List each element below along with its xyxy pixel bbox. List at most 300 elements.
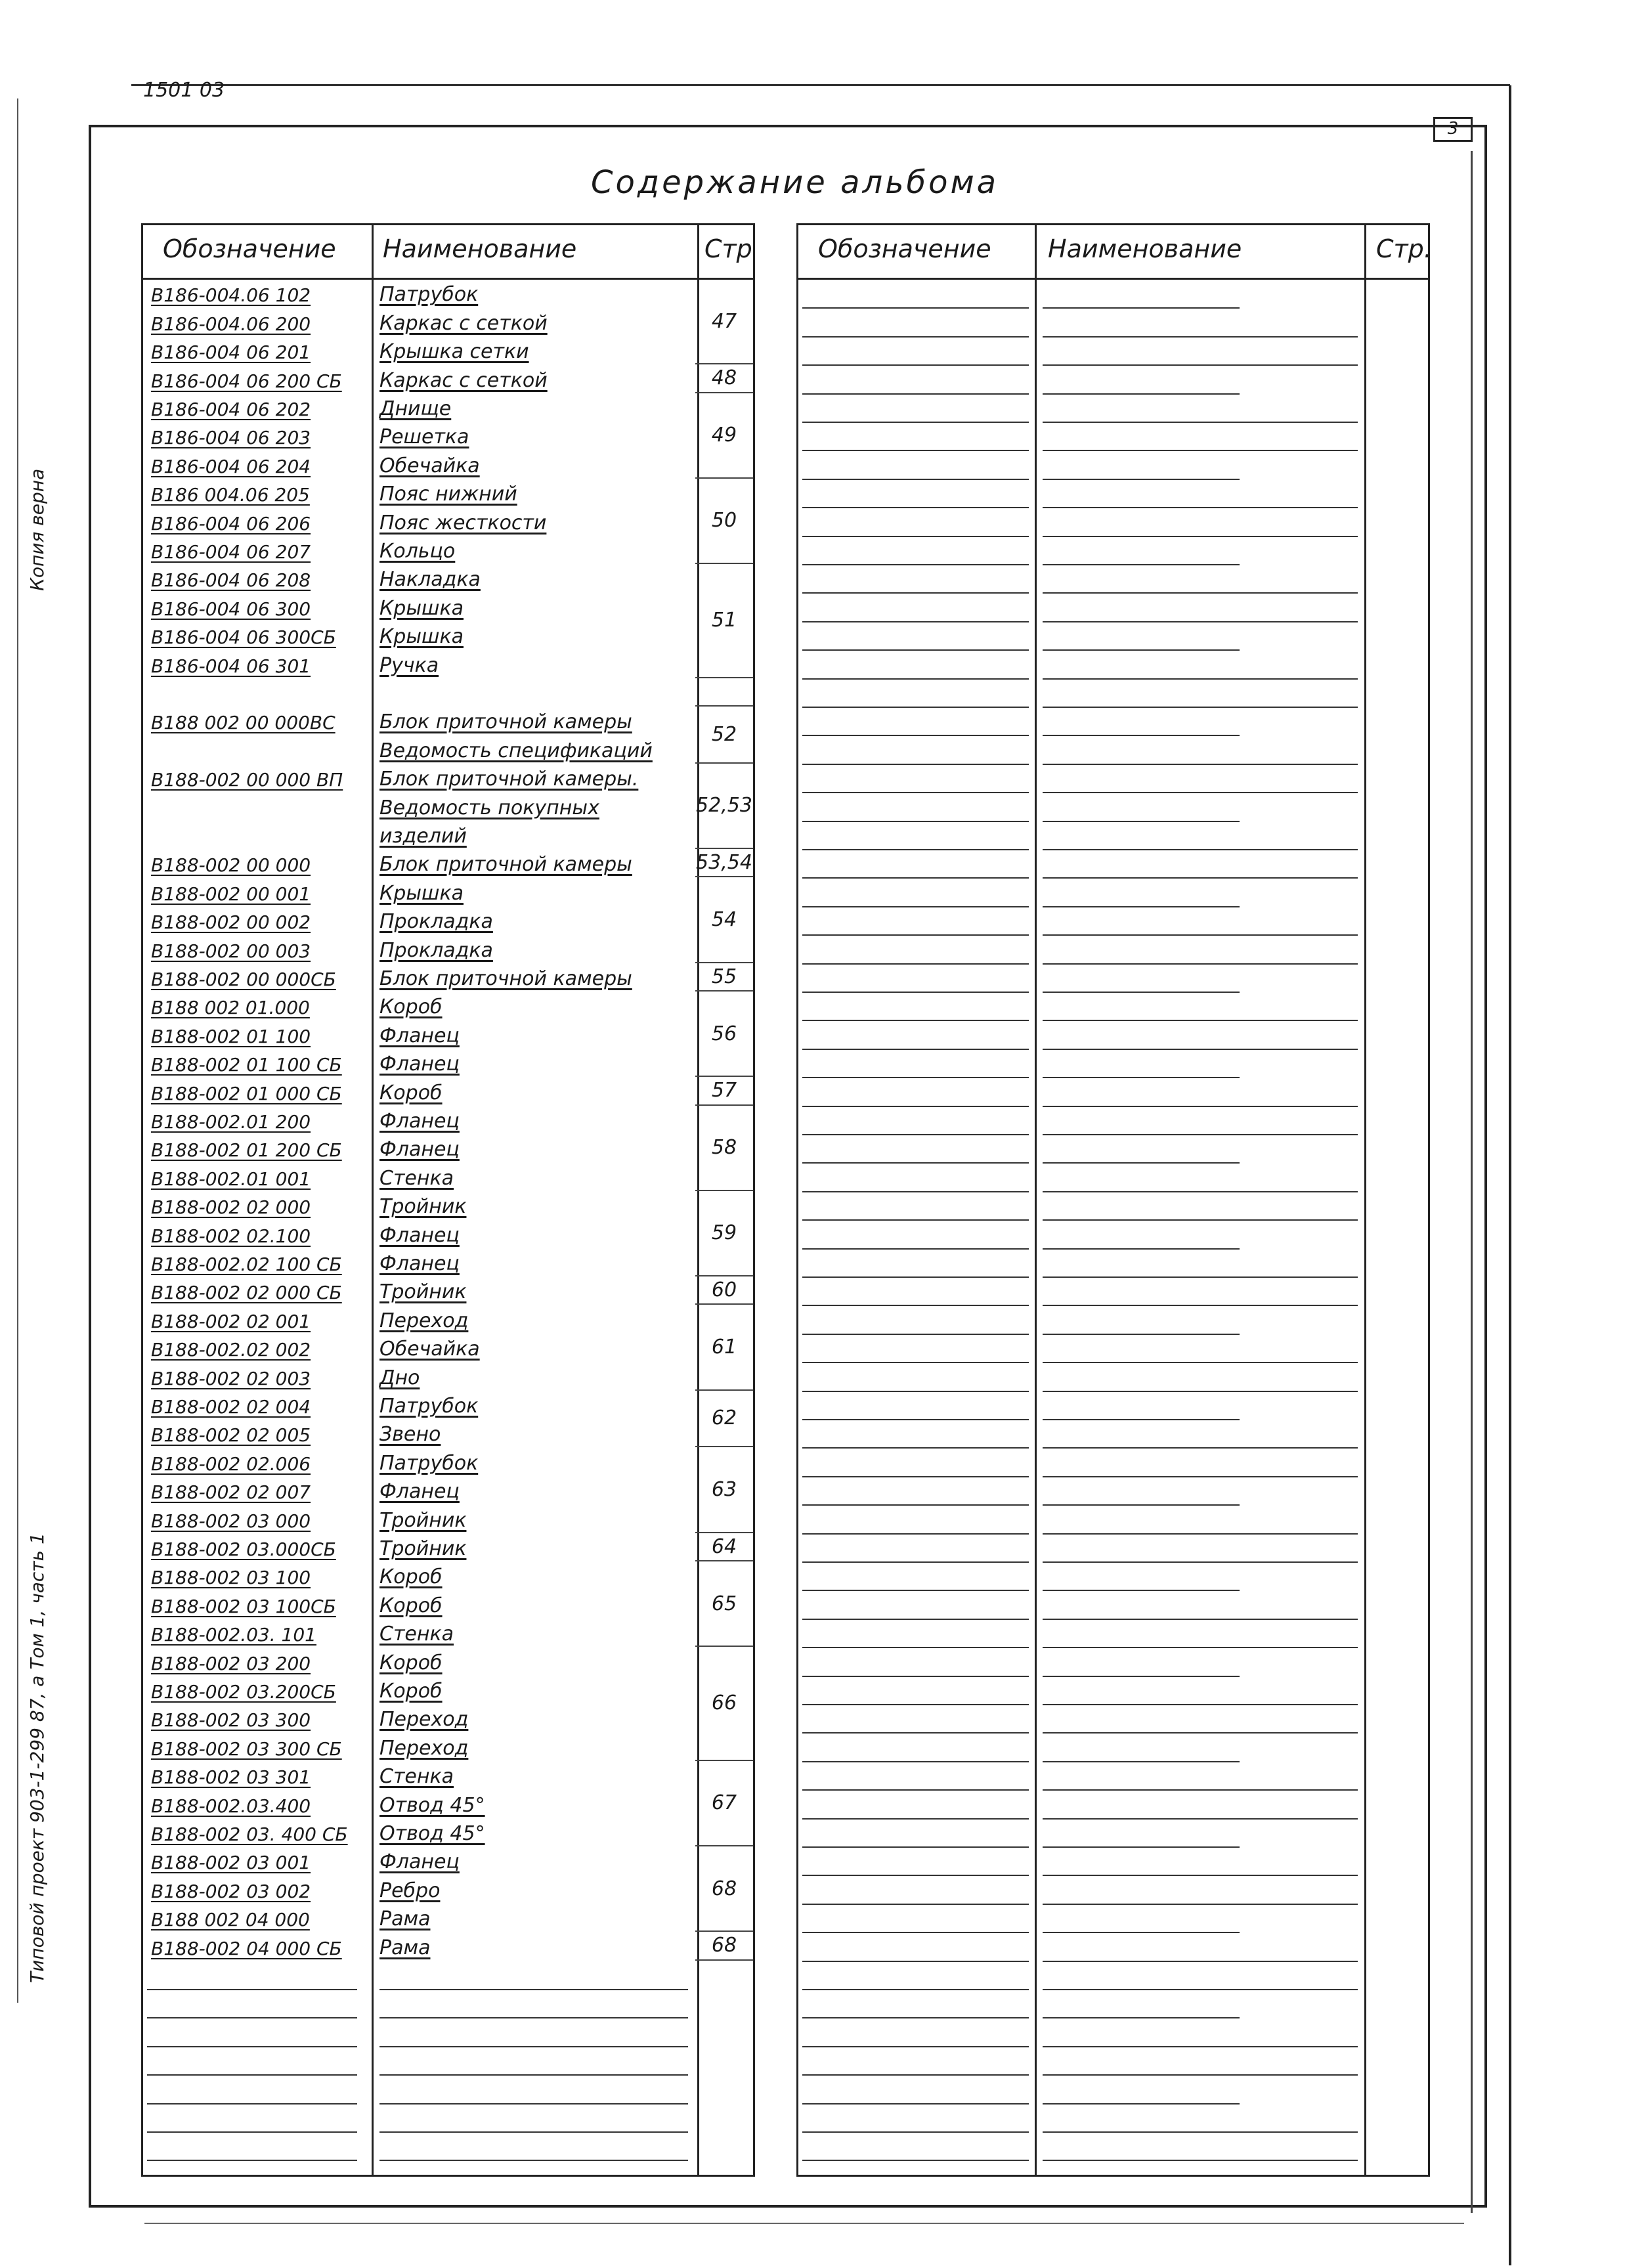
designation-cell: В188-002 03 300 [151, 1709, 311, 1732]
table-row [143, 849, 694, 877]
name-cell: Переход [379, 1309, 469, 1332]
contents-table-right [796, 223, 1430, 2177]
name-cell: Фланец [379, 1223, 460, 1247]
blank-rule [379, 2160, 688, 2161]
blank-rule [802, 1961, 1029, 1962]
table-row [143, 1476, 694, 1504]
blank-rule [802, 963, 1029, 965]
bottom-rule [144, 2223, 1464, 2224]
blank-rule [802, 393, 1029, 395]
blank-rule [1043, 2074, 1358, 2076]
blank-rule [1043, 649, 1240, 651]
blank-rule [1043, 1134, 1358, 1135]
blank-rule [802, 1647, 1029, 1648]
name-cell: Прокладка [379, 938, 493, 962]
designation-cell: В188-002 00 002 [151, 911, 311, 934]
blank-rule [1043, 1875, 1358, 1876]
blank-rule [802, 821, 1029, 822]
designation-cell: В186-004 06 208 [151, 569, 311, 592]
name-cell: Короб [379, 1651, 443, 1674]
column-divider [1035, 225, 1037, 2175]
blank-rule [802, 1391, 1029, 1392]
table-row [143, 1248, 694, 1276]
blank-rule [802, 1049, 1029, 1050]
blank-rule [1043, 1362, 1358, 1363]
blank-rule [802, 735, 1029, 736]
blank-rule [1043, 1676, 1240, 1677]
blank-rule [1043, 1533, 1358, 1535]
top-rule [131, 84, 1510, 86]
table-row [143, 1447, 694, 1475]
name-cell: Отвод 45° [379, 1821, 485, 1845]
designation-cell: В186-004 06 202 [151, 398, 311, 420]
blank-rule [802, 1846, 1029, 1848]
designation-cell: В188-002.03.400 [151, 1795, 311, 1817]
designation-cell: В188-002 02 000 СБ [151, 1282, 342, 1304]
designation-cell: В188-002 02.006 [151, 1452, 311, 1475]
blank-rule [1043, 1704, 1358, 1705]
name-cell: Короб [379, 1679, 443, 1703]
blank-rule [1043, 2017, 1240, 2018]
blank-rule [802, 1989, 1029, 1990]
name-cell: Фланец [379, 1109, 460, 1133]
blank-rule [1043, 1961, 1358, 1962]
table-row [143, 821, 694, 849]
table-row [143, 1846, 694, 1875]
table-row [143, 1077, 694, 1105]
name-cell: Рама [379, 1908, 431, 1931]
blank-rule [1043, 1504, 1240, 1506]
blank-rule [147, 1989, 357, 1990]
name-cell: Фланец [379, 1024, 460, 1047]
blank-rule [802, 2160, 1029, 2161]
blank-rule [802, 536, 1029, 537]
blank-rule [1043, 1818, 1358, 1820]
blank-rule [1043, 1106, 1358, 1107]
name-cell: Обечайка [379, 1338, 480, 1361]
name-cell: Фланец [379, 1480, 460, 1504]
blank-rule [802, 507, 1029, 508]
blank-rule [802, 2103, 1029, 2104]
table-row [143, 307, 694, 336]
designation-cell: В188-002.03. 101 [151, 1624, 316, 1646]
blank-rule [1043, 934, 1358, 936]
designation-cell: В188-002 01 200 СБ [151, 1139, 342, 1162]
blank-rule [802, 1476, 1029, 1477]
blank-rule [1043, 1391, 1358, 1392]
designation-cell: В186-004 06 300СБ [151, 626, 336, 649]
blank-rule [1043, 1561, 1358, 1563]
name-cell: Крышка [379, 625, 464, 649]
table-row [143, 792, 694, 820]
blank-rule [802, 479, 1029, 480]
designation-cell: В188-002 03 200 [151, 1652, 311, 1674]
blank-rule [802, 364, 1029, 366]
blank-rule [1043, 707, 1358, 708]
blank-rule [1043, 2131, 1358, 2133]
blank-rule [802, 1362, 1029, 1363]
designation-cell: В188-002 00 001 [151, 883, 311, 905]
page-cell: 48 [695, 364, 753, 393]
table-row [143, 507, 694, 535]
name-cell: Фланец [379, 1850, 460, 1874]
table-row [143, 1191, 694, 1219]
blank-rule [802, 1619, 1029, 1620]
page-cell: 66 [695, 1647, 753, 1761]
name-cell: Тройник [379, 1195, 467, 1219]
page-cell: 62 [695, 1391, 753, 1448]
name-cell: Обечайка [379, 454, 480, 477]
table-row [143, 422, 694, 450]
blank-rule [802, 1904, 1029, 1905]
blank-rule [802, 1504, 1029, 1506]
name-cell: Звено [379, 1423, 441, 1447]
blank-rule [1043, 1932, 1240, 1933]
blank-rule [1043, 2160, 1358, 2161]
page-cell: 68 [695, 1932, 753, 1960]
name-cell: Каркас с сеткой [379, 368, 548, 392]
blank-rule [802, 450, 1029, 451]
table-row [143, 393, 694, 422]
blank-rule [1043, 479, 1240, 480]
designation-cell: В188-002 02 000 [151, 1196, 311, 1219]
designation-cell: В188-002.01 200 [151, 1110, 311, 1133]
header-page: Стр [704, 234, 752, 263]
blank-rule [1043, 1447, 1358, 1449]
table-row [143, 1533, 694, 1561]
blank-rule [1043, 849, 1358, 850]
blank-rule [802, 1818, 1029, 1820]
table-header [143, 225, 753, 280]
designation-cell: В188-002 02 003 [151, 1367, 311, 1389]
blank-rule [1043, 592, 1358, 594]
table-row [143, 1419, 694, 1447]
blank-rule [379, 2131, 688, 2133]
name-cell: Фланец [379, 1252, 460, 1275]
table-row [143, 364, 694, 393]
name-cell: Блок приточной камеры. [379, 768, 639, 791]
blank-rule [147, 2046, 357, 2047]
name-cell: Короб [379, 1565, 443, 1589]
document-code: 1501 03 [143, 79, 225, 102]
name-cell: Крышка сетки [379, 340, 529, 364]
page-cell: 52 [695, 707, 753, 764]
name-cell: Переход [379, 1708, 469, 1732]
table-row [143, 1932, 694, 1960]
name-cell: Короб [379, 1594, 443, 1617]
table-row [143, 963, 694, 992]
blank-rule [1043, 364, 1358, 366]
blank-rule [1043, 621, 1358, 622]
blank-rule [802, 2046, 1029, 2047]
blank-rule [1043, 1647, 1358, 1648]
name-cell: Прокладка [379, 910, 493, 934]
table-row [143, 735, 694, 763]
blank-rule [1043, 1732, 1358, 1734]
table-row [143, 934, 694, 963]
designation-cell: В188-002 02 007 [151, 1481, 311, 1504]
blank-rule [802, 1590, 1029, 1591]
blank-rule [802, 2017, 1029, 2018]
blank-rule [802, 934, 1029, 936]
table-row [143, 1904, 694, 1932]
name-cell: Пояс жесткости [379, 511, 547, 534]
page-cell: 55 [695, 963, 753, 992]
table-row [143, 564, 694, 592]
name-cell: Блок приточной камеры [379, 710, 632, 734]
blank-rule [802, 1077, 1029, 1078]
page-cell: 61 [695, 1305, 753, 1390]
designation-cell: В186-004 06 204 [151, 455, 311, 477]
blank-rule [1043, 963, 1358, 965]
name-cell: Рама [379, 1936, 431, 1959]
blank-rule [802, 1447, 1029, 1449]
name-cell: Стенка [379, 1166, 454, 1190]
designation-cell: В188 002 01.000 [151, 997, 310, 1019]
table-row [143, 1305, 694, 1333]
blank-rule [802, 1162, 1029, 1164]
designation-cell: В188-002 02 004 [151, 1395, 311, 1418]
table-row [143, 479, 694, 507]
designation-cell: В188-002 04 000 СБ [151, 1937, 342, 1959]
name-cell: Блок приточной камеры [379, 967, 632, 990]
designation-cell: В188-002 00 003 [151, 940, 311, 962]
blank-rule [1043, 1846, 1240, 1848]
blank-rule [1043, 536, 1358, 537]
table-header [798, 225, 1432, 280]
blank-rule [802, 336, 1029, 338]
designation-cell: В188-002 00 000 [151, 854, 311, 877]
page-cell: 58 [695, 1106, 753, 1191]
name-cell: Патрубок [379, 283, 479, 307]
blank-rule [1043, 821, 1240, 822]
page-cell: 67 [695, 1761, 753, 1846]
blank-rule [1043, 877, 1358, 879]
blank-rule [802, 1875, 1029, 1876]
name-cell: Тройник [379, 1537, 467, 1560]
name-cell: Крышка [379, 596, 464, 620]
blank-rule [802, 678, 1029, 680]
blank-rule [802, 564, 1029, 565]
blank-rule [802, 1761, 1029, 1762]
blank-rule [802, 1704, 1029, 1705]
blank-rule [1043, 1305, 1358, 1306]
blank-rule [1043, 1789, 1358, 1791]
blank-rule [1043, 1419, 1240, 1420]
blank-rule [1043, 336, 1358, 338]
contents-table-left [141, 223, 755, 2177]
page-cell [695, 678, 753, 707]
blank-rule [147, 2074, 357, 2076]
page-cell: 68 [695, 1846, 753, 1932]
blank-rule [379, 2074, 688, 2076]
designation-cell: В188-002.01 001 [151, 1167, 311, 1190]
blank-rule [802, 1134, 1029, 1135]
blank-rule [802, 621, 1029, 622]
blank-rule [802, 307, 1029, 309]
blank-rule [802, 1419, 1029, 1420]
table-row [143, 906, 694, 934]
table-row [143, 279, 694, 307]
blank-rule [802, 1248, 1029, 1250]
table-row [143, 1590, 694, 1618]
blank-rule [1043, 1049, 1358, 1050]
blank-rule [1043, 1476, 1358, 1477]
blank-rule [802, 422, 1029, 423]
designation-cell: В186-004.06 200 [151, 313, 311, 335]
name-cell: Ручка [379, 653, 439, 677]
blank-rule [147, 2017, 357, 2018]
page-cell: 53,54 [695, 849, 753, 877]
page-cell: 49 [695, 393, 753, 479]
table-row [143, 1362, 694, 1390]
blank-rule [1043, 1219, 1358, 1221]
blank-rule [802, 1276, 1029, 1278]
blank-rule [802, 792, 1029, 793]
designation-cell: В188-002 03 002 [151, 1880, 311, 1902]
name-cell: Ребро [379, 1879, 441, 1902]
blank-rule [802, 592, 1029, 594]
blank-rule [1043, 1248, 1240, 1250]
column-divider [1364, 225, 1366, 2175]
designation-cell: В188-002.02 002 [151, 1339, 311, 1361]
table-row [143, 1647, 694, 1675]
designation-cell: В188-002 03.200СБ [151, 1680, 336, 1703]
header-page: Стр. [1376, 234, 1432, 263]
table-row [143, 1789, 694, 1818]
copy-note-stamp: Копия верна [26, 468, 48, 591]
table-row [143, 1704, 694, 1732]
table-row [143, 1276, 694, 1305]
blank-rule [1043, 1619, 1358, 1620]
blank-rule [802, 1732, 1029, 1734]
designation-cell: В188-002 00 000СБ [151, 968, 336, 990]
inner-right-border [1471, 151, 1473, 2213]
designation-cell: В188-002 03 100СБ [151, 1595, 336, 1617]
name-cell: Решетка [379, 425, 469, 449]
name-cell: Накладка [379, 568, 481, 592]
name-cell: Ведомость спецификаций [379, 739, 653, 762]
blank-rule [802, 1219, 1029, 1221]
blank-rule [802, 764, 1029, 765]
blank-rule [1043, 393, 1240, 395]
blank-rule [379, 2103, 688, 2104]
page-cell: 59 [695, 1191, 753, 1276]
page-title: Содержание альбома [591, 164, 999, 201]
blank-rule [802, 1676, 1029, 1677]
designation-cell: В186-004 06 207 [151, 540, 311, 563]
blank-rule [1043, 564, 1240, 565]
page-cell: 51 [695, 564, 753, 678]
blank-rule [802, 877, 1029, 879]
blank-rule [802, 906, 1029, 907]
designation-cell: В188-002 03 001 [151, 1852, 311, 1874]
header-name: Наименование [1048, 234, 1242, 263]
left-margin-rule [17, 98, 18, 2003]
blank-rule [1043, 422, 1358, 423]
table-row [143, 1732, 694, 1760]
name-cell: Короб [379, 995, 443, 1019]
blank-rule [802, 2074, 1029, 2076]
name-cell: Стенка [379, 1765, 454, 1789]
table-row [143, 1875, 694, 1903]
blank-rule [1043, 1904, 1358, 1905]
blank-rule [802, 1932, 1029, 1933]
name-cell: Дно [379, 1366, 420, 1389]
page-cell: 54 [695, 877, 753, 963]
blank-rule [379, 1989, 688, 1990]
table-row [143, 764, 694, 792]
header-designation: Обозначение [163, 234, 336, 263]
designation-cell: В186-004 06 301 [151, 655, 311, 677]
blank-rule [1043, 735, 1240, 736]
name-cell: Короб [379, 1081, 443, 1104]
table-row [143, 1334, 694, 1362]
table-row [143, 621, 694, 649]
table-row [143, 450, 694, 478]
blank-rule [802, 707, 1029, 708]
blank-rule [1043, 2103, 1240, 2104]
blank-rule [802, 1305, 1029, 1306]
blank-rule [379, 2017, 688, 2018]
designation-cell: В188 002 00 000ВС [151, 712, 335, 734]
designation-cell: В188-002 01 000 СБ [151, 1082, 342, 1104]
table-row [143, 1106, 694, 1134]
table-row [143, 992, 694, 1020]
blank-rule [802, 1789, 1029, 1791]
blank-rule [802, 1533, 1029, 1535]
blank-rule [1043, 1989, 1358, 1990]
designation-cell: В188-002 03 000 [151, 1510, 311, 1532]
blank-rule [802, 2131, 1029, 2133]
blank-rule [147, 2103, 357, 2104]
table-row [143, 1676, 694, 1704]
blank-rule [147, 2160, 357, 2161]
name-cell: Фланец [379, 1138, 460, 1162]
designation-cell: В188-002 03. 400 СБ [151, 1823, 348, 1845]
name-cell: Блок приточной камеры [379, 853, 632, 877]
name-cell: Патрубок [379, 1394, 479, 1418]
blank-rule [1043, 678, 1358, 680]
blank-rule [1043, 1162, 1240, 1164]
name-cell: Тройник [379, 1508, 467, 1532]
page-cell: 63 [695, 1447, 753, 1533]
name-cell: Патрубок [379, 1451, 479, 1475]
table-row [143, 1134, 694, 1162]
blank-rule [802, 1561, 1029, 1563]
table-row [143, 1391, 694, 1419]
designation-cell: В188-002 00 000 ВП [151, 769, 343, 791]
designation-cell: В186-004 06 200 СБ [151, 370, 342, 392]
designation-cell: В186-004 06 203 [151, 427, 311, 449]
designation-cell: В188-002 03 301 [151, 1766, 311, 1789]
name-cell: Каркас с сеткой [379, 311, 548, 335]
designation-cell: В188-002 01 100 СБ [151, 1054, 342, 1076]
name-cell: Тройник [379, 1280, 467, 1304]
header-designation: Обозначение [818, 234, 991, 263]
blank-rule [802, 1334, 1029, 1335]
blank-rule [802, 849, 1029, 850]
blank-rule [1043, 764, 1358, 765]
designation-cell: В186-004 06 201 [151, 341, 311, 364]
sheet-number: 3 [1433, 117, 1473, 142]
blank-rule [802, 1020, 1029, 1021]
designation-cell: В188-002 03.000СБ [151, 1538, 336, 1560]
blank-rule [1043, 450, 1358, 451]
designation-cell: В188 002 04 000 [151, 1909, 310, 1931]
table-row [143, 1561, 694, 1590]
name-cell: Отвод 45° [379, 1793, 485, 1817]
